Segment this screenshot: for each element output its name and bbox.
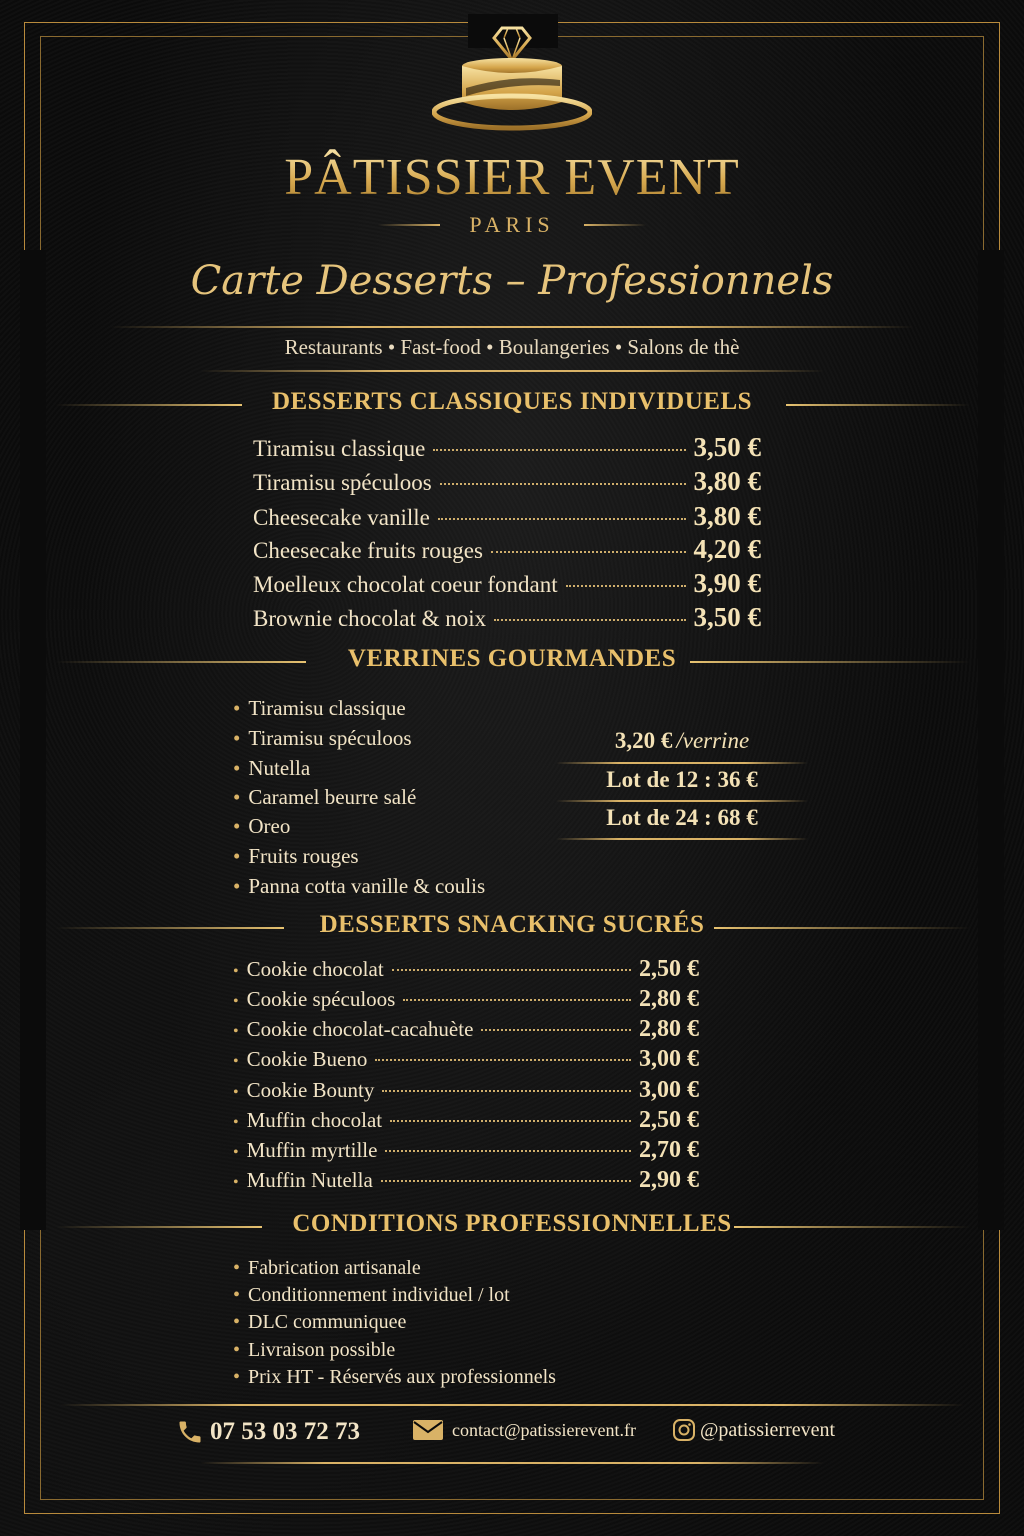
item-name: Cookie Bounty: [246, 1078, 375, 1102]
section-title: VERRINES GOURMANDES: [347, 645, 677, 672]
item-name: Cheesecake fruits rouges: [253, 538, 483, 563]
phone-number: 07 53 03 72 73: [210, 1418, 360, 1445]
menu-row: [253, 534, 761, 565]
section-classiques-heading: [0, 388, 1024, 424]
menu-row: • Cookie chocolat 2,50 €: [233, 956, 699, 982]
list-item: • Fruits rouges: [233, 844, 359, 868]
section-line: [56, 927, 284, 929]
cake-logo-icon: [432, 14, 592, 138]
item-name: Cookie Bueno: [246, 1047, 368, 1071]
list-item: • Tiramisu classique: [233, 696, 406, 720]
city-row: [0, 212, 1024, 238]
section-title: DESSERTS SNACKING SUCRÉS: [319, 911, 705, 938]
item-name: Cookie chocolat: [246, 957, 384, 981]
menu-row: [253, 501, 761, 532]
menu-row: • Muffin Nutella 2,90 €: [233, 1167, 699, 1193]
item-price: 2,90 €: [639, 1167, 699, 1193]
section-line: [690, 661, 970, 663]
outer-frame: [24, 22, 1000, 1514]
menu-row: [253, 568, 761, 599]
item-price: 3,80 €: [693, 501, 761, 531]
section-snacking-heading: [0, 911, 1024, 947]
section-line: [786, 404, 970, 406]
item-price: 3,90 €: [693, 568, 761, 598]
section-line: [56, 1226, 262, 1228]
item-price: 3,50 €: [693, 602, 761, 632]
divider: [200, 1462, 824, 1464]
item-price: 3,00 €: [639, 1077, 699, 1103]
menu-row: • Cookie chocolat-cacahuète 2,80 €: [233, 1016, 699, 1042]
email-address: contact@patissierevent.fr: [452, 1419, 636, 1440]
item-name: Moelleux chocolat coeur fondant: [253, 572, 558, 597]
item-name: Tiramisu spéculoos: [253, 470, 432, 495]
divider: [60, 1404, 964, 1406]
lot-12-price: Lot de 12 : 36 €: [606, 767, 758, 792]
list-item: • Nutella: [233, 756, 311, 780]
item-name: Muffin myrtille: [246, 1138, 378, 1162]
item-name: Cookie chocolat-cacahuète: [246, 1017, 474, 1041]
menu-row: • Muffin chocolat 2,50 €: [233, 1107, 699, 1133]
item-name: Muffin Nutella: [246, 1168, 373, 1192]
menu-row: • Muffin myrtille 2,70 €: [233, 1137, 699, 1163]
item-price: 2,80 €: [639, 1016, 699, 1042]
section-verrines-heading: [0, 645, 1024, 681]
item-name: Tiramisu classique: [253, 436, 426, 461]
brand-city: PARIS: [469, 212, 555, 237]
phone-icon: [176, 1418, 204, 1446]
list-item: • Conditionnement individuel / lot: [233, 1284, 510, 1306]
price-divider: [556, 800, 808, 802]
item-price: 3,00 €: [639, 1046, 699, 1072]
mail-icon: [412, 1418, 444, 1442]
verrine-unit-price: 3,20 € /verrine: [614, 728, 750, 753]
divider: [110, 326, 914, 328]
menu-row: • Cookie spéculoos 2,80 €: [233, 986, 699, 1012]
item-name: Cookie spéculoos: [246, 987, 396, 1011]
item-price: 4,20 €: [693, 534, 761, 564]
list-item: • Oreo: [233, 814, 291, 838]
section-title: DESSERTS CLASSIQUES INDIVIDUELS: [271, 388, 753, 415]
instagram-icon: [672, 1418, 696, 1442]
page-title: Carte Desserts – Professionnels: [190, 258, 834, 304]
clients-line: Restaurants • Fast-food • Boulangeries • Salons de thè: [284, 335, 740, 359]
section-conditions-heading: [0, 1210, 1024, 1246]
item-price: 2,50 €: [639, 1107, 699, 1133]
list-item: • Tiramisu spéculoos: [233, 726, 412, 750]
instagram-contact[interactable]: [672, 1418, 835, 1442]
price-divider: [556, 762, 808, 764]
section-line: [56, 661, 306, 663]
menu-row: • Cookie Bounty 3,00 €: [233, 1077, 699, 1103]
item-name: Muffin chocolat: [246, 1108, 383, 1132]
diamond-icon: [494, 28, 530, 60]
instagram-handle: @patissierrevent: [700, 1418, 836, 1441]
section-line: [714, 927, 970, 929]
menu-row: [253, 602, 761, 633]
section-line: [56, 404, 242, 406]
price-divider: [556, 838, 808, 840]
list-item: • DLC communiquee: [233, 1311, 407, 1333]
list-item: • Prix HT - Réservés aux professionnels: [233, 1366, 556, 1388]
item-price: 3,50 €: [693, 432, 761, 462]
item-name: Cheesecake vanille: [253, 505, 430, 530]
brand-name: PÂTISSIER EVENT: [0, 148, 1024, 207]
list-item: • Panna cotta vanille & coulis: [233, 874, 486, 898]
section-title: CONDITIONS PROFESSIONNELLES: [292, 1210, 732, 1237]
item-price: 2,50 €: [639, 956, 699, 982]
list-item: • Caramel beurre salé: [233, 785, 417, 809]
menu-row: [253, 466, 761, 497]
inner-frame: [40, 36, 984, 1500]
list-item: • Fabrication artisanale: [233, 1257, 421, 1279]
item-price: 2,80 €: [639, 986, 699, 1012]
list-item: • Livraison possible: [233, 1339, 396, 1361]
divider: [200, 370, 824, 372]
phone-contact[interactable]: [176, 1418, 360, 1446]
menu-row: [253, 432, 761, 463]
section-line: [734, 1226, 970, 1228]
email-contact[interactable]: [412, 1418, 636, 1442]
menu-row: • Cookie Bueno 3,00 €: [233, 1046, 699, 1072]
item-price: 2,70 €: [639, 1137, 699, 1163]
lot-24-price: Lot de 24 : 68 €: [606, 805, 758, 830]
item-price: 3,80 €: [693, 466, 761, 496]
item-name: Brownie chocolat & noix: [253, 606, 487, 631]
